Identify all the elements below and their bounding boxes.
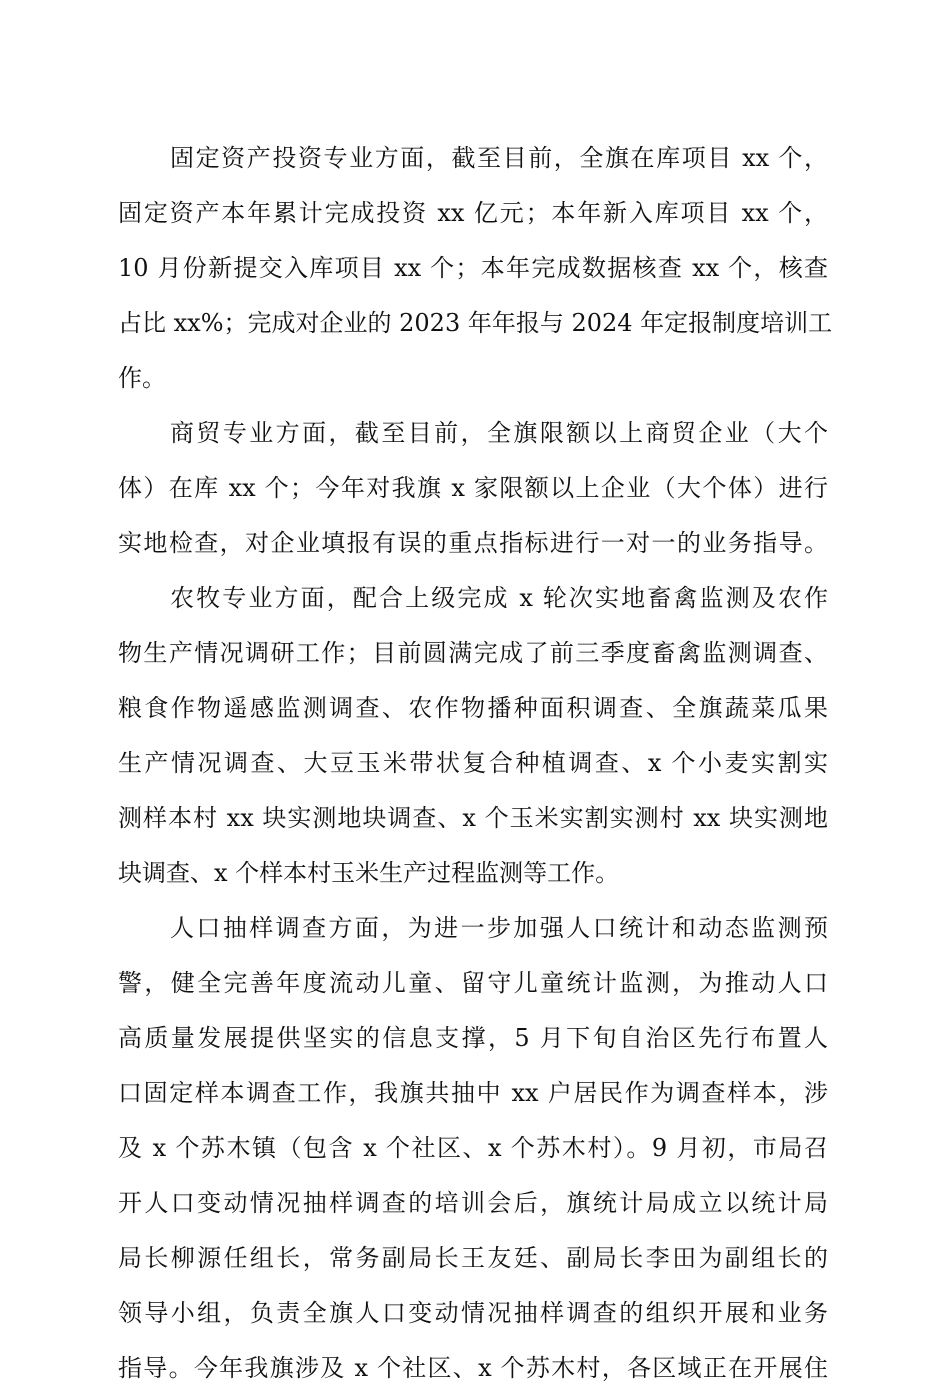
paragraph-line: 固定资产本年累计完成投资 xx 亿元；本年新入库项目 xx 个，: [118, 199, 828, 227]
paragraph-line: 作。: [118, 364, 166, 392]
paragraph-line: 测样本村 xx 块实测地块调查、x 个玉米实割实测村 xx 块实测地: [118, 804, 828, 832]
paragraph-line: 及 x 个苏木镇（包含 x 个社区、x 个苏木村）。9 月初，市局召: [118, 1134, 828, 1162]
paragraph-line: 10 月份新提交入库项目 xx 个；本年完成数据核查 xx 个，核查: [118, 254, 828, 282]
paragraph-line: 块调查、x 个样本村玉米生产过程监测等工作。: [118, 859, 620, 887]
paragraph-line: 占比 xx%；完成对企业的 2023 年年报与 2024 年定报制度培训工: [118, 309, 833, 337]
paragraph-line: 人口抽样调查方面，为进一步加强人口统计和动态监测预: [170, 914, 828, 942]
paragraph-line: 高质量发展提供坚实的信息支撑，5 月下旬自治区先行布置人: [118, 1024, 828, 1052]
paragraph-line: 警，健全完善年度流动儿童、留守儿童统计监测，为推动人口: [118, 969, 828, 997]
paragraph-line: 指导。今年我旗涉及 x 个社区、x 个苏木村，各区域正在开展住: [118, 1354, 828, 1382]
paragraph-line: 开人口变动情况抽样调查的培训会后，旗统计局成立以统计局: [118, 1189, 828, 1217]
paragraph-line: 农牧专业方面，配合上级完成 x 轮次实地畜禽监测及农作: [170, 584, 828, 612]
paragraph-line: 局长柳源任组长，常务副局长王友廷、副局长李田为副组长的: [118, 1244, 828, 1272]
paragraph-line: 体）在库 xx 个；今年对我旗 x 家限额以上企业（大个体）进行: [118, 474, 828, 502]
paragraph-line: 商贸专业方面，截至目前，全旗限额以上商贸企业（大个: [170, 419, 828, 447]
paragraph-line: 领导小组，负责全旗人口变动情况抽样调查的组织开展和业务: [118, 1299, 828, 1327]
paragraph-line: 固定资产投资专业方面，截至目前，全旗在库项目 xx 个，: [170, 144, 828, 172]
paragraph-line: 粮食作物遥感监测调查、农作物播种面积调查、全旗蔬菜瓜果: [118, 694, 828, 722]
paragraph-line: 生产情况调查、大豆玉米带状复合种植调查、x 个小麦实割实: [118, 749, 828, 777]
paragraph-line: 物生产情况调研工作；目前圆满完成了前三季度畜禽监测调查、: [118, 639, 828, 667]
paragraph-line: 口固定样本调查工作，我旗共抽中 xx 户居民作为调查样本，涉: [118, 1079, 828, 1107]
paragraph-line: 实地检查，对企业填报有误的重点指标进行一对一的业务指导。: [118, 529, 828, 557]
